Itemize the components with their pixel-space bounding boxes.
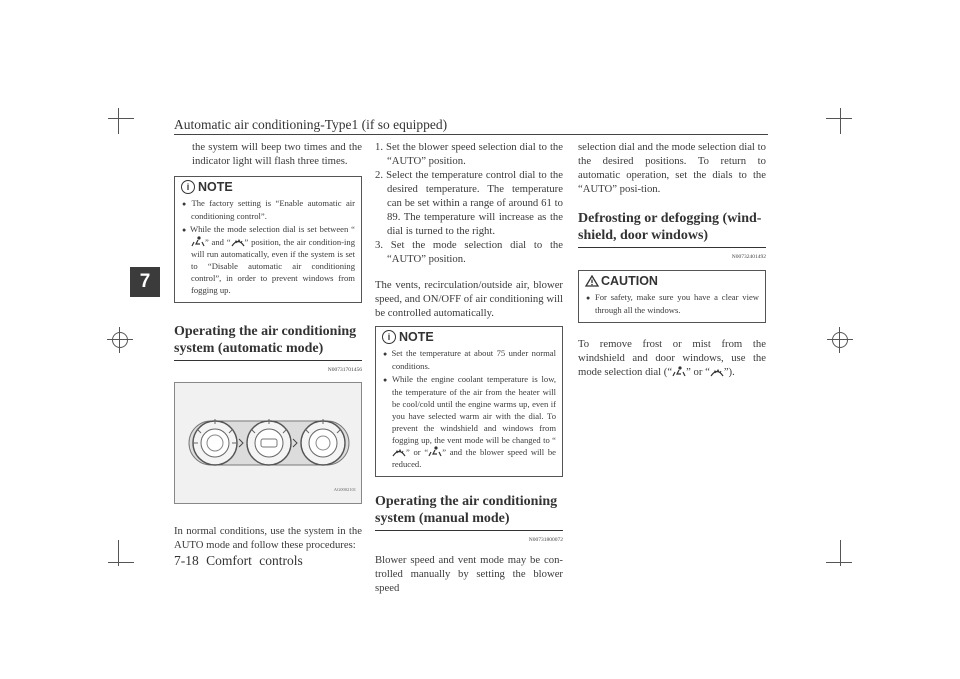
registration-mark-right — [832, 332, 848, 348]
note-bullet: ● The factory setting is “Enable automatic air conditioning control”. — [181, 197, 355, 222]
intro-paragraph: the system will beep two times and the indicator light will flash three times. — [192, 141, 362, 167]
crop-mark — [118, 108, 119, 134]
note-bullet: ● While the mode selection dial is set between “” and “ ” position, the air condition-ing will run automatically, even if the system is set to “Disable automatic air conditioning control”, in order to prevent windows from fogging up. — [181, 223, 355, 296]
chapter-tab: 7 — [130, 267, 160, 297]
section-code: N00732401492 — [731, 254, 766, 260]
body-paragraph: The vents, recirculation/outside air, blower speed, and ON/OFF of air conditioning will be controlled automatically. — [375, 279, 563, 319]
crop-mark — [840, 108, 841, 134]
floor-vent-icon — [428, 446, 442, 457]
column-2 — [375, 140, 563, 595]
note-bullet: ● While the engine coolant temperature is low, the temperature of the air from the heater will be cool/cold until the engine warms up, even if you have selected warm air with the dial. To prevent the windshield and windows from fogging up, the vent mode will be changed to “” or “ ” and the blower speed will be reduced. — [382, 373, 556, 470]
note-box — [375, 326, 563, 477]
column-1 — [174, 140, 362, 552]
warning-triangle-icon — [585, 275, 599, 287]
defrost-icon — [710, 366, 724, 377]
control-panel-illustration — [174, 382, 362, 504]
page-number: 7-18 — [174, 553, 199, 568]
section-code: N00731800072 — [528, 537, 563, 543]
defrost-icon — [231, 236, 245, 247]
page-footer — [174, 553, 303, 569]
note-label: NOTE — [198, 180, 233, 194]
page-header-title: Automatic air conditioning-Type1 (if so equipped) — [174, 117, 448, 132]
info-icon: i — [382, 330, 396, 344]
footer-section: Comfort controls — [206, 553, 303, 568]
floor-vent-icon — [672, 366, 686, 377]
section-title-manual: Operating the air conditioning system (manual mode) — [375, 493, 563, 531]
defrost-icon — [392, 446, 406, 457]
note-bullet: ● Set the temperature at about 75 under normal conditions. — [382, 347, 556, 372]
step-3: 3. Set the mode selection dial to the “AUTO” position. — [375, 239, 563, 265]
registration-mark-left — [112, 332, 128, 348]
header-rule — [174, 134, 768, 135]
note-header — [181, 180, 355, 194]
note-box — [174, 176, 362, 303]
caution-bullet: ● For safety, make sure you have a clear view through all the windows. — [585, 291, 759, 316]
crop-mark — [826, 118, 852, 119]
column-3 — [578, 140, 766, 379]
note-header — [382, 330, 556, 344]
step-2: 2. Select the temperature control dial to the desired temperature. The temperature can be set within a range of around 61 to 89. The temperature will increase as the dial is turned to the right. — [375, 169, 563, 237]
note-label: NOTE — [399, 330, 434, 344]
body-paragraph: To remove frost or mist from the windshield and door windows, use the mode selection dial (“ ” or “ ”). — [578, 338, 766, 378]
crop-mark — [108, 118, 134, 119]
crop-mark — [826, 562, 852, 563]
info-icon: i — [181, 180, 195, 194]
body-paragraph: Blower speed and vent mode may be con-trolled manually by setting the blower speed — [375, 554, 563, 594]
caution-box — [578, 270, 766, 323]
section-title-auto: Operating the air conditioning system (automatic mode) — [174, 323, 362, 361]
section-code: N00731701456 — [327, 367, 362, 373]
step-1: 1. Set the blower speed selection dial to the “AUTO” position. — [375, 141, 563, 167]
figure-code: AG0002101 — [333, 487, 356, 492]
body-paragraph: selection dial and the mode selection dial to the desired positions. To return to automatic operation, set the dials to the “AUTO” posi-tion. — [578, 141, 766, 195]
section-title-defrost: Defrosting or defogging (wind-shield, door windows) — [578, 210, 766, 248]
floor-vent-icon — [191, 236, 205, 247]
caution-header — [585, 274, 759, 288]
caution-label: CAUTION — [601, 274, 658, 288]
crop-mark — [108, 562, 134, 563]
body-paragraph: In normal conditions, use the system in the AUTO mode and follow these procedures: — [174, 525, 362, 551]
